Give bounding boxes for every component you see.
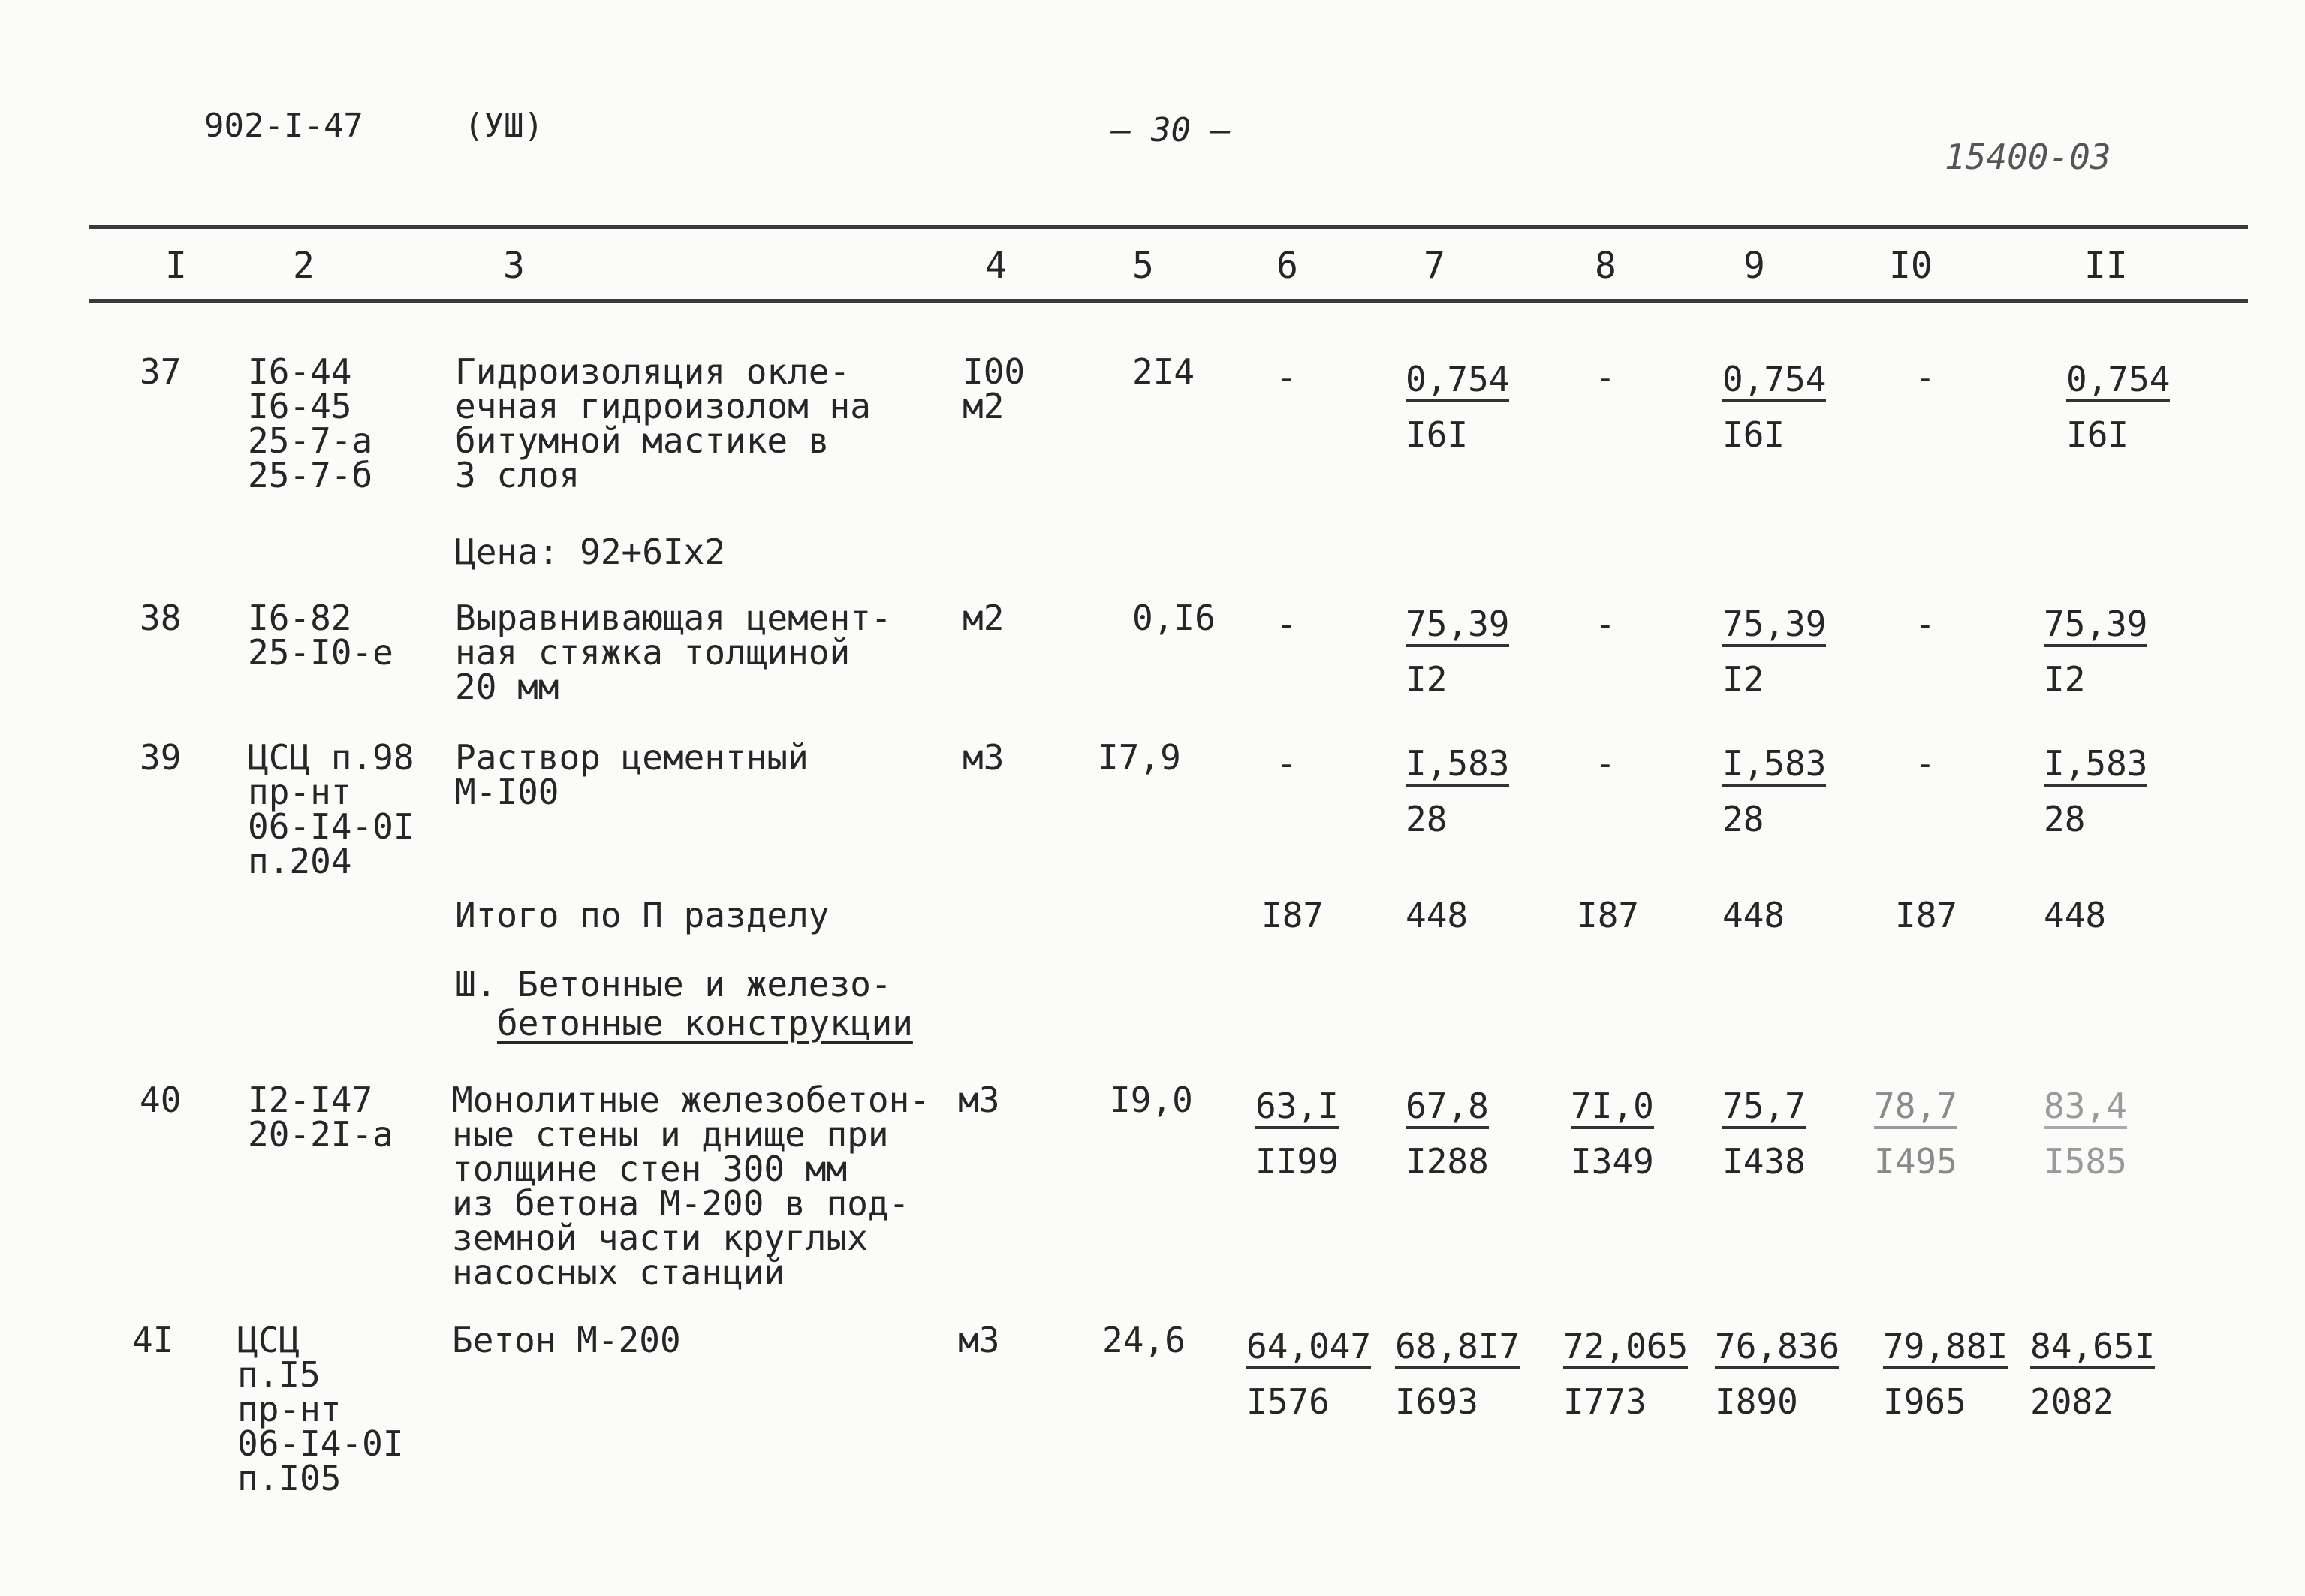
page-number: – 30 – bbox=[1111, 111, 1231, 149]
row-40-col9 bbox=[1722, 1086, 1806, 1180]
column-header-11: II bbox=[2084, 245, 2128, 287]
total-section-2-col9: 448 bbox=[1722, 895, 1785, 935]
row-38-codes: I6-82 25-I0-е bbox=[248, 598, 393, 673]
row-38-col5: 0,I6 bbox=[1132, 598, 1216, 638]
row-41-col7-denominator: I693 bbox=[1395, 1381, 1478, 1422]
row-39-codes: ЦСЦ п.98 пр-нт 06-I4-0I п.204 bbox=[248, 737, 414, 881]
row-37-col9-numerator: 0,754 bbox=[1722, 360, 1826, 402]
table-top-rule bbox=[89, 225, 2248, 229]
row-41-col11 bbox=[2030, 1326, 2155, 1420]
row-40-col6 bbox=[1255, 1086, 1339, 1180]
row-37-col5: 2I4 bbox=[1132, 351, 1195, 392]
row-40-col7 bbox=[1406, 1086, 1489, 1180]
document-code: 902-I-47 bbox=[204, 107, 363, 145]
column-header-5: 5 bbox=[1132, 245, 1154, 287]
row-37-col7-numerator: 0,754 bbox=[1406, 360, 1509, 402]
row-38-col11 bbox=[2044, 604, 2147, 698]
row-38-col9-denominator: I2 bbox=[1722, 659, 1764, 700]
row-39-col6: - bbox=[1276, 743, 1297, 784]
row-40-col6-numerator: 63,I bbox=[1255, 1087, 1339, 1129]
row-41-col9-denominator: I890 bbox=[1715, 1381, 1798, 1422]
row-37-col11-numerator: 0,754 bbox=[2066, 360, 2170, 402]
row-41-number: 4I bbox=[132, 1320, 174, 1360]
row-40-description: Монолитные железобетон- ные стены и днище при толщине стен 300 мм из бетона М-200 в под- земной части круглых насосных станций bbox=[452, 1080, 930, 1293]
row-40-col10-denominator: I495 bbox=[1874, 1141, 1957, 1182]
row-40-col11-numerator: 83,4 bbox=[2044, 1087, 2127, 1129]
row-38-col7 bbox=[1406, 604, 1509, 698]
row-41-col7 bbox=[1395, 1326, 1520, 1420]
row-41-col8 bbox=[1563, 1326, 1688, 1420]
row-39-col11-numerator: I,583 bbox=[2044, 745, 2147, 787]
row-37-col11 bbox=[2066, 359, 2170, 453]
row-37-col10: - bbox=[1915, 357, 1936, 398]
column-header-8: 8 bbox=[1595, 245, 1617, 287]
row-37-col11-denominator: I6I bbox=[2066, 414, 2129, 455]
row-40-col8 bbox=[1571, 1086, 1654, 1180]
row-38-number: 38 bbox=[140, 598, 182, 638]
reference-number: 15400-03 bbox=[1945, 137, 2111, 177]
row-40-col6-denominator: II99 bbox=[1255, 1141, 1339, 1182]
row-38-col6: - bbox=[1276, 604, 1297, 644]
row-41-col10 bbox=[1883, 1326, 2008, 1420]
row-41-col5: 24,6 bbox=[1102, 1320, 1186, 1360]
row-37-description: Гидроизоляция окле- ечная гидроизолом на битумной мастике в 3 слоя bbox=[455, 351, 871, 495]
row-39-col9-numerator: I,583 bbox=[1722, 745, 1826, 787]
section-3-heading-line2: бетонные конструкции bbox=[497, 1003, 913, 1043]
total-section-2-col6: I87 bbox=[1261, 895, 1324, 935]
row-39-col9 bbox=[1722, 743, 1826, 838]
row-41-codes: ЦСЦ п.I5 пр-нт 06-I4-0I п.I05 bbox=[237, 1320, 404, 1498]
row-39-col11-denominator: 28 bbox=[2044, 799, 2086, 839]
row-41-col6 bbox=[1246, 1326, 1371, 1420]
row-38-col11-denominator: I2 bbox=[2044, 659, 2086, 700]
row-37-codes: I6-44 I6-45 25-7-а 25-7-б bbox=[248, 351, 373, 495]
row-40-col9-numerator: 75,7 bbox=[1722, 1087, 1806, 1129]
row-37-price: Цена: 92+6Iх2 bbox=[455, 531, 726, 572]
row-37-col7-denominator: I6I bbox=[1406, 414, 1469, 455]
row-40-col8-numerator: 7I,0 bbox=[1571, 1087, 1654, 1129]
row-40-col7-numerator: 67,8 bbox=[1406, 1087, 1489, 1129]
total-section-2-col7: 448 bbox=[1406, 895, 1469, 935]
total-section-2-col8: I87 bbox=[1577, 895, 1640, 935]
row-38-description: Выравнивающая цемент- ная стяжка толщиной 20 мм bbox=[455, 598, 892, 707]
row-37-unit: I00 м2 bbox=[963, 351, 1026, 426]
row-39-number: 39 bbox=[140, 737, 182, 778]
row-40-col5: I9,0 bbox=[1110, 1080, 1193, 1120]
row-38-col10: - bbox=[1915, 604, 1936, 644]
column-header-1: I bbox=[165, 245, 187, 287]
column-header-6: 6 bbox=[1276, 245, 1298, 287]
row-37-number: 37 bbox=[140, 351, 182, 392]
row-39-col10: - bbox=[1915, 743, 1936, 784]
row-39-description: Раствор цементный М-I00 bbox=[455, 737, 809, 812]
row-40-col10-numerator: 78,7 bbox=[1874, 1087, 1957, 1129]
row-40-col11-denominator: I585 bbox=[2044, 1141, 2127, 1182]
row-41-description: Бетон М-200 bbox=[452, 1320, 681, 1360]
row-40-unit: м3 bbox=[958, 1080, 1000, 1120]
row-37-col8: - bbox=[1595, 357, 1616, 398]
row-41-col8-numerator: 72,065 bbox=[1563, 1327, 1688, 1369]
total-section-2-label: Итого по П разделу bbox=[455, 895, 830, 935]
row-40-col7-denominator: I288 bbox=[1406, 1141, 1489, 1182]
row-38-col9-numerator: 75,39 bbox=[1722, 605, 1826, 647]
row-41-unit: м3 bbox=[958, 1320, 1000, 1360]
row-41-col8-denominator: I773 bbox=[1563, 1381, 1647, 1422]
row-37-col7 bbox=[1406, 359, 1509, 453]
row-37-col6: - bbox=[1276, 357, 1297, 398]
row-41-col11-denominator: 2082 bbox=[2030, 1381, 2114, 1422]
row-38-col8: - bbox=[1595, 604, 1616, 644]
row-38-col9 bbox=[1722, 604, 1826, 698]
row-39-col7-denominator: 28 bbox=[1406, 799, 1448, 839]
row-37-col9 bbox=[1722, 359, 1826, 453]
total-section-2-col10: I87 bbox=[1895, 895, 1958, 935]
row-41-col6-numerator: 64,047 bbox=[1246, 1327, 1371, 1369]
row-40-col8-denominator: I349 bbox=[1571, 1141, 1654, 1182]
column-header-7: 7 bbox=[1424, 245, 1445, 287]
row-39-col5: I7,9 bbox=[1098, 737, 1181, 778]
row-41-col10-numerator: 79,88I bbox=[1883, 1327, 2008, 1369]
row-41-col7-numerator: 68,8I7 bbox=[1395, 1327, 1520, 1369]
row-38-col7-numerator: 75,39 bbox=[1406, 605, 1509, 647]
row-38-col7-denominator: I2 bbox=[1406, 659, 1448, 700]
row-39-col9-denominator: 28 bbox=[1722, 799, 1764, 839]
row-39-unit: м3 bbox=[963, 737, 1005, 778]
row-41-col10-denominator: I965 bbox=[1883, 1381, 1966, 1422]
row-40-number: 40 bbox=[140, 1080, 182, 1120]
row-41-col9 bbox=[1715, 1326, 1839, 1420]
table-header-rule bbox=[89, 299, 2248, 303]
row-41-col11-numerator: 84,65I bbox=[2030, 1327, 2155, 1369]
row-38-col11-numerator: 75,39 bbox=[2044, 605, 2147, 647]
column-header-3: 3 bbox=[503, 245, 525, 287]
row-39-col8: - bbox=[1595, 743, 1616, 784]
section-3-heading-line1: Ш. Бетонные и железо- bbox=[455, 964, 892, 1004]
column-header-2: 2 bbox=[293, 245, 315, 287]
column-header-9: 9 bbox=[1743, 245, 1765, 287]
row-40-col11 bbox=[2044, 1086, 2127, 1180]
column-header-10: I0 bbox=[1889, 245, 1933, 287]
row-39-col11 bbox=[2044, 743, 2147, 838]
row-37-col9-denominator: I6I bbox=[1722, 414, 1785, 455]
total-section-2-col11: 448 bbox=[2044, 895, 2107, 935]
row-39-col7-numerator: I,583 bbox=[1406, 745, 1509, 787]
row-38-unit: м2 bbox=[963, 598, 1005, 638]
row-40-col10 bbox=[1874, 1086, 1957, 1180]
row-41-col6-denominator: I576 bbox=[1246, 1381, 1330, 1422]
column-header-4: 4 bbox=[985, 245, 1007, 287]
volume-label: (УШ) bbox=[464, 107, 544, 145]
row-40-codes: I2-I47 20-2I-а bbox=[248, 1080, 393, 1155]
row-39-col7 bbox=[1406, 743, 1509, 838]
row-41-col9-numerator: 76,836 bbox=[1715, 1327, 1839, 1369]
row-40-col9-denominator: I438 bbox=[1722, 1141, 1806, 1182]
